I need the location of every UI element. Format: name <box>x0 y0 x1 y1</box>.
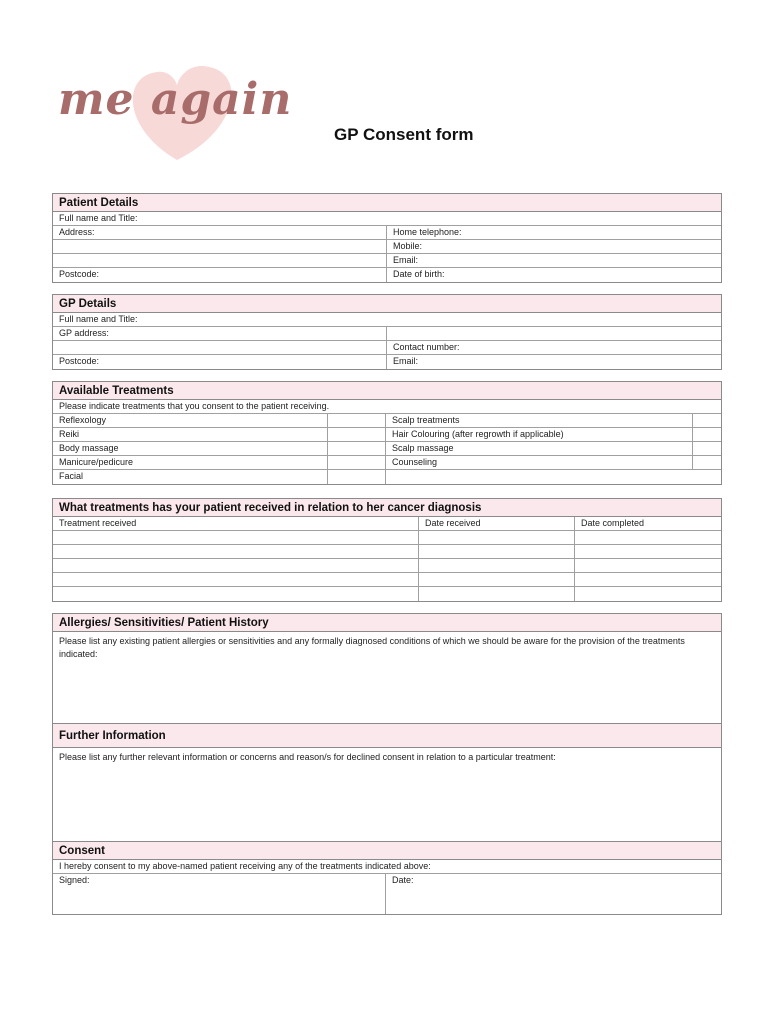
column-header-treatment: Treatment received <box>53 517 419 530</box>
date-completed-cell[interactable] <box>575 545 721 558</box>
treatment-label: Counseling <box>386 456 693 469</box>
treatment-checkbox[interactable] <box>328 442 386 455</box>
treatment-label: Scalp treatments <box>386 414 693 427</box>
treatments-instruction: Please indicate treatments that you consent to the patient receiving. <box>53 400 721 414</box>
patient-postcode-field[interactable]: Postcode: <box>53 268 387 282</box>
further-information-textarea[interactable] <box>53 748 721 842</box>
date-received-cell[interactable] <box>419 531 575 544</box>
logo-text: me again <box>58 74 293 125</box>
gp-postcode-field[interactable]: Postcode: <box>53 355 387 369</box>
patient-address-field[interactable]: Address: <box>53 226 387 239</box>
patient-details-section <box>52 193 722 283</box>
patient-mobile-field[interactable]: Mobile: <box>393 241 423 251</box>
page-title: GP Consent form <box>334 125 474 144</box>
treatment-checkbox[interactable] <box>328 428 386 441</box>
further-instruction: Please list any further relevant information or concerns and reason/s for declined consent in relation to a particular treatment: <box>59 752 556 762</box>
table-row <box>53 545 721 559</box>
treatment-checkbox[interactable] <box>693 428 721 441</box>
table-row <box>53 587 721 601</box>
date-completed-cell[interactable] <box>575 559 721 572</box>
treatment-checkbox[interactable] <box>693 456 721 469</box>
treatment-label: Body massage <box>53 442 328 455</box>
section-heading: Available Treatments <box>53 382 721 400</box>
section-heading: Consent <box>53 842 721 860</box>
gp-full-name-field[interactable]: Full name and Title: <box>53 313 721 327</box>
date-completed-cell[interactable] <box>575 587 721 601</box>
date-completed-cell[interactable] <box>575 573 721 586</box>
treatment-received-cell[interactable] <box>53 573 419 586</box>
treatment-checkbox[interactable] <box>693 414 721 427</box>
allergies-instruction: Please list any existing patient allergies or sensitivities and any formally diagnosed conditions of which we should be aware for the provision of the treatments indicated: <box>59 636 685 659</box>
treatment-empty-cell <box>386 470 721 484</box>
treatment-label: Reflexology <box>53 414 328 427</box>
date-completed-cell[interactable] <box>575 531 721 544</box>
column-header-date-completed: Date completed <box>581 518 645 528</box>
gp-details-section <box>52 294 722 370</box>
treatment-label: Reiki <box>53 428 328 441</box>
logo <box>52 58 302 163</box>
treatment-checkbox[interactable] <box>693 442 721 455</box>
section-heading: Further Information <box>53 724 721 748</box>
date-received-cell[interactable] <box>419 587 575 601</box>
signature-field[interactable]: Signed: <box>53 874 386 914</box>
gp-contact-number-field[interactable]: Contact number: <box>393 342 460 352</box>
table-row <box>53 559 721 573</box>
patient-email-field[interactable]: Email: <box>393 255 419 265</box>
allergies-further-consent-section <box>52 613 722 915</box>
treatment-checkbox[interactable] <box>328 470 386 484</box>
table-row <box>53 531 721 545</box>
patient-full-name-field[interactable]: Full name and Title: <box>53 212 721 226</box>
available-treatments-section <box>52 381 722 485</box>
patient-address-line[interactable] <box>53 240 387 253</box>
treatment-received-cell[interactable] <box>53 545 419 558</box>
date-field[interactable]: Date: <box>392 875 414 885</box>
table-row <box>53 573 721 587</box>
treatments-received-section <box>52 498 722 602</box>
section-heading: GP Details <box>53 295 721 313</box>
patient-home-telephone-field[interactable]: Home telephone: <box>393 227 462 237</box>
gp-address-line[interactable] <box>53 341 387 354</box>
treatment-label: Manicure/pedicure <box>53 456 328 469</box>
allergies-textarea[interactable] <box>53 632 721 724</box>
treatment-received-cell[interactable] <box>53 531 419 544</box>
section-heading: Allergies/ Sensitivities/ Patient History <box>53 614 721 632</box>
patient-address-line[interactable] <box>53 254 387 267</box>
treatment-received-cell[interactable] <box>53 587 419 601</box>
date-received-cell[interactable] <box>419 573 575 586</box>
consent-statement: I hereby consent to my above-named patient receiving any of the treatments indicated above: <box>53 860 721 874</box>
gp-address-field[interactable]: GP address: <box>53 327 387 340</box>
section-heading: Patient Details <box>53 194 721 212</box>
patient-dob-field[interactable]: Date of birth: <box>393 269 445 279</box>
treatment-checkbox[interactable] <box>328 456 386 469</box>
treatment-label: Hair Colouring (after regrowth if applicable) <box>386 428 693 441</box>
section-heading: What treatments has your patient received in relation to her cancer diagnosis <box>53 499 721 517</box>
treatment-label: Facial <box>53 470 328 484</box>
gp-email-field[interactable]: Email: <box>393 356 419 366</box>
treatment-received-cell[interactable] <box>53 559 419 572</box>
treatment-label: Scalp massage <box>386 442 693 455</box>
treatment-checkbox[interactable] <box>328 414 386 427</box>
date-received-cell[interactable] <box>419 545 575 558</box>
column-header-date-received: Date received <box>419 517 575 530</box>
gp-address-extra[interactable] <box>387 327 721 340</box>
date-received-cell[interactable] <box>419 559 575 572</box>
